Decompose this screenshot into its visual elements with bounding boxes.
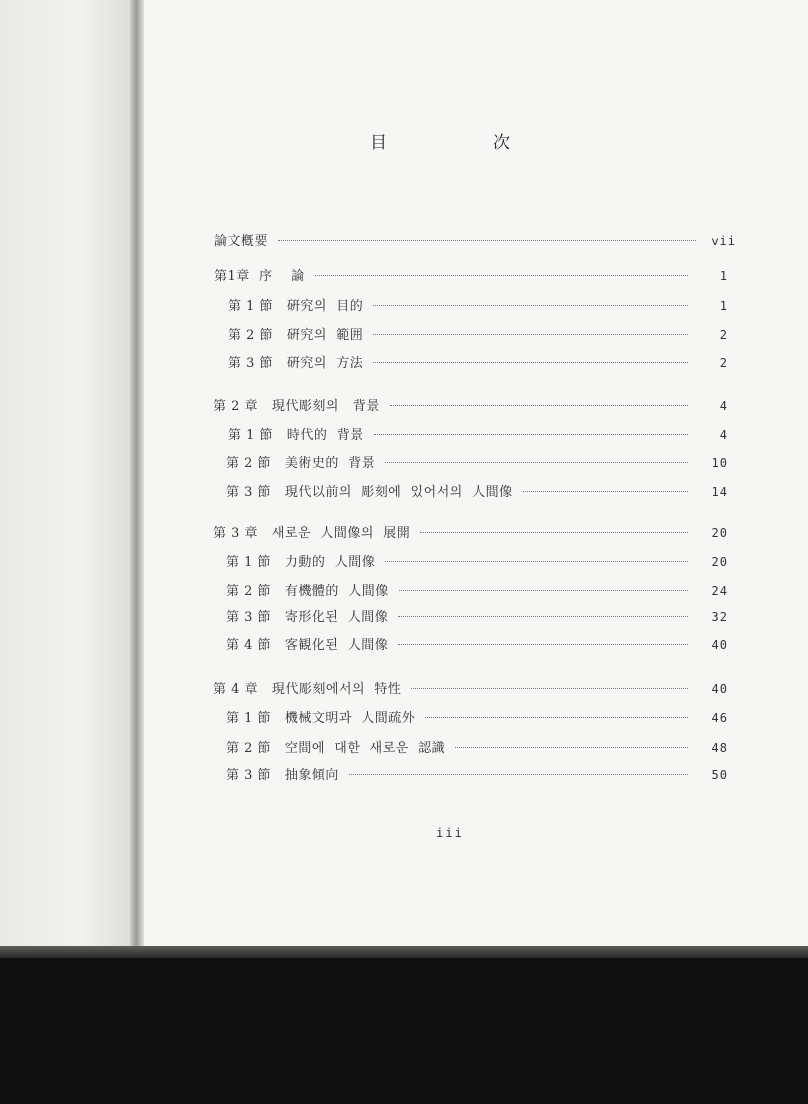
toc-leader: [315, 275, 688, 276]
toc-entry-chapter[interactable]: [0, 678, 808, 698]
toc-entry-label: 第 1 節 硏究의 目的: [228, 299, 364, 314]
toc-entry-page: 14: [711, 485, 728, 499]
toc-title: [370, 128, 510, 153]
toc-leader: [390, 405, 688, 406]
toc-entry-section[interactable]: [0, 295, 808, 315]
toc-entry-section[interactable]: [0, 580, 808, 600]
toc-title-char: 目: [370, 133, 387, 153]
toc-leader: [420, 532, 688, 533]
toc-entry-chapter[interactable]: [0, 395, 808, 415]
toc-entry-label: 第 4 節 客観化된 人間像: [226, 638, 389, 653]
cover-edge: [0, 946, 808, 958]
toc-entry-label: 第 1 節 時代的 背景: [228, 428, 364, 443]
toc-entry-page: 40: [711, 682, 728, 696]
toc-entry-label: 第 2 章 現代彫刻의 背景: [213, 399, 380, 414]
toc-entry-page: 4: [719, 399, 728, 413]
toc-entry-page: 20: [711, 526, 728, 540]
toc-entry-label: 第 2 節 有機體的 人間像: [226, 584, 389, 599]
toc-entry-label: 第1章 序 論: [214, 269, 305, 284]
toc-leader: [398, 616, 688, 617]
toc-entry-section[interactable]: [0, 452, 808, 472]
toc-leader: [425, 717, 688, 718]
toc-leader: [373, 362, 688, 363]
toc-entry-section[interactable]: [0, 764, 808, 784]
toc-leader: [278, 240, 696, 241]
toc-entry-page: 1: [719, 269, 728, 283]
toc-entry-label: 第 2 節 美術史的 背景: [226, 456, 376, 471]
toc-entry-page: 24: [711, 584, 728, 598]
toc-entry-page: 32: [711, 610, 728, 624]
toc-entry-section[interactable]: [0, 551, 808, 571]
toc-leader: [385, 561, 688, 562]
toc-leader: [373, 305, 688, 306]
toc-leader: [385, 462, 688, 463]
toc-entry-label: 第 3 節 寄形化된 人間像: [226, 610, 389, 625]
toc-leader: [399, 590, 688, 591]
toc-entry-chapter[interactable]: [0, 522, 808, 542]
toc-entry-section[interactable]: [0, 481, 808, 501]
book-gutter: [130, 0, 144, 946]
toc-entry-page: 1: [719, 299, 728, 313]
toc-entry-section[interactable]: [0, 606, 808, 626]
toc-entry-abstract[interactable]: [0, 230, 808, 250]
toc-leader: [523, 491, 688, 492]
toc-entry-page: 46: [711, 711, 728, 725]
toc-entry-label: 論文槪要: [214, 234, 269, 249]
toc-entry-label: 第 3 章 새로운 人間像의 展開: [213, 526, 411, 541]
toc-entry-section[interactable]: [0, 324, 808, 344]
toc-entry-chapter[interactable]: [0, 265, 808, 285]
toc-entry-page: 2: [719, 328, 728, 342]
left-page: [0, 0, 134, 946]
toc-entry-label: 第 3 節 現代以前의 彫刻에 있어서의 人間像: [226, 485, 513, 500]
toc-entry-label: 第 4 章 現代彫刻에서의 特性: [213, 682, 402, 697]
toc-entry-section[interactable]: [0, 707, 808, 727]
toc-entry-page: ⅴii: [711, 234, 736, 248]
toc-entry-section[interactable]: [0, 424, 808, 444]
toc-leader: [374, 434, 688, 435]
toc-leader: [373, 334, 688, 335]
toc-leader: [455, 747, 688, 748]
page-number: iii: [436, 826, 464, 840]
toc-entry-label: 第 2 節 硏究의 範囲: [228, 328, 364, 343]
toc-leader: [349, 774, 688, 775]
toc-leader: [398, 644, 688, 645]
toc-title-char: 次: [493, 133, 510, 153]
toc-leader: [411, 688, 688, 689]
toc-entry-page: 2: [719, 356, 728, 370]
toc-entry-label: 第 2 節 空間에 대한 새로운 認識: [226, 741, 446, 756]
toc-entry-label: 第 1 節 力動的 人間像: [226, 555, 376, 570]
toc-entry-page: 40: [711, 638, 728, 652]
toc-entry-page: 50: [711, 768, 728, 782]
toc-entry-page: 10: [711, 456, 728, 470]
toc-entry-page: 20: [711, 555, 728, 569]
toc-entry-label: 第 3 節 硏究의 方法: [228, 356, 364, 371]
toc-entry-section[interactable]: [0, 634, 808, 654]
toc-entry-label: 第 3 節 抽象傾向: [226, 768, 339, 783]
toc-entry-label: 第 1 節 機械文明과 人間疏外: [226, 711, 416, 726]
toc-entry-section[interactable]: [0, 737, 808, 757]
toc-entry-page: 48: [711, 741, 728, 755]
toc-entry-page: 4: [719, 428, 728, 442]
toc-entry-section[interactable]: [0, 352, 808, 372]
